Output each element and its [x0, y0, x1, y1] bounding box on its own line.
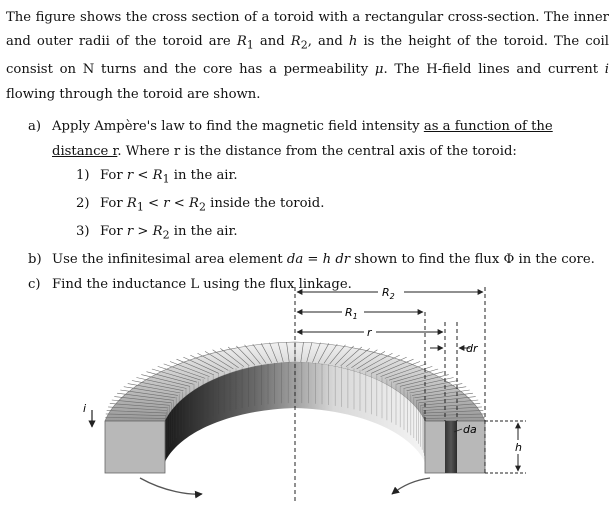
sub-text: For: [100, 168, 127, 184]
question-label: c): [28, 276, 41, 292]
var-r1-sub: 1: [246, 39, 254, 53]
var-mu: μ: [374, 62, 384, 78]
sub-text: <: [133, 168, 153, 184]
subquestion-3: [6, 220, 609, 248]
sub-label: 1): [76, 168, 90, 184]
current-label: i: [83, 402, 87, 415]
sub-text: For: [100, 224, 127, 240]
question-b-text: shown to find the flux Φ in the core.: [350, 252, 595, 268]
var-r1: R: [126, 196, 137, 212]
var-r1: R: [236, 34, 247, 50]
sub-text: >: [133, 224, 153, 240]
da-label: da: [463, 423, 477, 436]
sub-label: 2): [76, 196, 90, 212]
question-a-text: . Where r is the distance from the central axis of the toroid:: [117, 143, 517, 159]
var-r: r: [163, 196, 170, 212]
var-h: h: [348, 34, 358, 50]
r1-label: $R_1$: [345, 306, 358, 321]
var-r2-sub: 2: [162, 228, 170, 242]
intro-text: . The H-field lines and current: [383, 62, 605, 78]
intro-text: flowing through the toroid are shown.: [6, 86, 261, 102]
intro-text: The figure shows the cross section of a toroid with a rectangular cross-section. The inner and outer radii of the toroid are: [6, 10, 609, 50]
underlined-phrase: as a function of the distance r: [52, 119, 553, 159]
question-c-text: Find the inductance L using the flux linkage.: [52, 276, 352, 292]
dr-label: dr: [466, 342, 478, 355]
subquestion-2: [6, 192, 609, 220]
question-b: [6, 248, 609, 272]
h-label: h: [515, 441, 522, 454]
sub-label: 3): [76, 224, 90, 240]
var-r: r: [126, 224, 134, 240]
r-label: r: [367, 326, 372, 339]
h-field-arrow-right: [392, 478, 430, 494]
question-a-text: Apply Ampère's law to find the magnetic field intensity: [52, 119, 424, 135]
sub-text: inside the toroid.: [205, 196, 325, 212]
var-r: r: [126, 168, 134, 184]
subquestion-1: [6, 164, 609, 192]
var-r2-sub: 2: [198, 200, 206, 214]
var-r2: R: [189, 196, 199, 212]
intro-text: , and: [307, 34, 349, 50]
var-r1-sub: 1: [162, 172, 170, 186]
toroid-figure: [80, 282, 540, 507]
var-r2: R: [290, 34, 301, 50]
var-i: i: [604, 62, 610, 78]
var-r2-sub: 2: [300, 39, 308, 53]
sub-text: <: [169, 196, 189, 212]
intro-text: and: [253, 34, 291, 50]
question-b-text: Use the infinitesimal area element: [52, 252, 287, 268]
sub-text: <: [143, 196, 164, 212]
sub-text: in the air.: [169, 168, 238, 184]
problem-text: [6, 6, 609, 297]
var-r2: R: [152, 224, 163, 240]
intro-text: is the height of the toroid. The coil consist on N turns and the core has a permeability: [6, 34, 609, 78]
h-field-arrow-left: [140, 478, 202, 494]
question-a: [6, 115, 609, 164]
question-label: b): [28, 252, 42, 268]
toroid-svg: [80, 282, 540, 507]
var-r1-sub: 1: [136, 200, 144, 214]
sub-text: in the air.: [169, 224, 238, 240]
sub-text: For: [100, 196, 127, 212]
r2-label: $R_2$: [382, 286, 395, 301]
area-element-eq: da = h dr: [286, 252, 351, 268]
var-r1: R: [152, 168, 163, 184]
question-label: a): [28, 119, 42, 135]
intro-paragraph: [6, 6, 609, 107]
da-strip: [445, 421, 457, 473]
left-cross-section: [105, 421, 165, 473]
